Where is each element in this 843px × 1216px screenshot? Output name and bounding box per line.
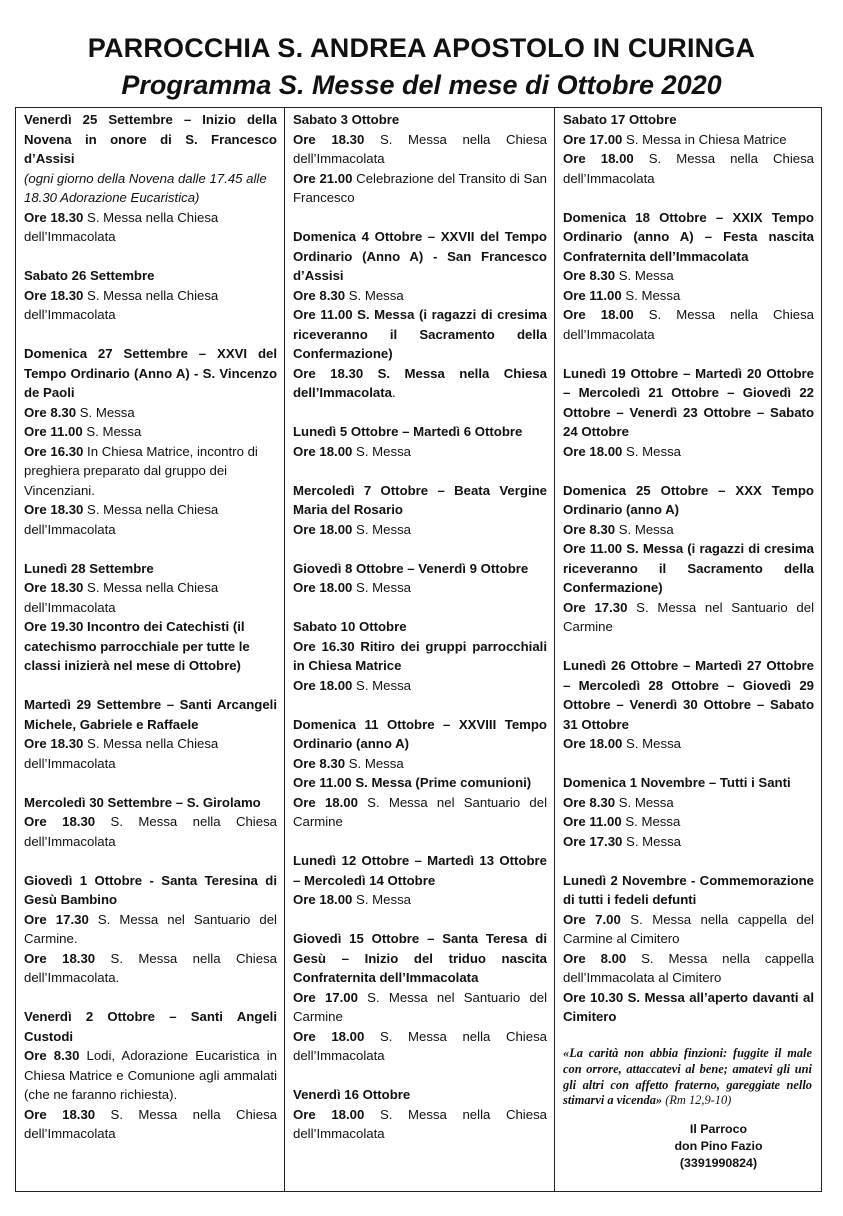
schedule-column-3	[555, 108, 821, 1191]
mass-description: S. Messa nella Chiesa dell’Immacolata	[293, 131, 548, 166]
mass-time: Ore 8.30	[563, 794, 616, 810]
mass-description: S. Messa nella cappella del Carmine al Cimitero	[563, 911, 814, 946]
mass-line	[293, 442, 547, 462]
entry-heading: Sabato 17 Ottobre	[563, 112, 677, 127]
schedule-entry	[293, 929, 547, 1066]
mass-line	[24, 617, 277, 676]
mass-line	[563, 793, 814, 813]
mass-line	[24, 442, 277, 501]
mass-description: S. Messa	[621, 287, 681, 303]
schedule-entry	[293, 481, 547, 540]
entry-heading: Domenica 18 Ottobre – XXIX Tempo Ordinario (anno A) – Festa nascita Confraternita dell’Immacolata	[563, 209, 814, 264]
mass-line	[24, 422, 277, 442]
mass-line	[293, 793, 547, 832]
schedule-entry	[24, 1007, 277, 1144]
entry-heading: Giovedì 1 Ottobre - Santa Teresina di Gesù Bambino	[24, 872, 277, 907]
mass-line	[293, 169, 547, 208]
mass-line	[563, 286, 814, 306]
mass-time: Ore 18.00	[563, 307, 634, 322]
entry-heading: Domenica 11 Ottobre – XXVIII Tempo Ordinario (anno A)	[293, 716, 547, 751]
mass-line	[24, 286, 277, 325]
signature	[563, 1121, 814, 1172]
schedule-entry	[24, 793, 277, 852]
schedule-column-2	[285, 108, 555, 1191]
entry-heading: Lunedì 5 Ottobre – Martedì 6 Ottobre	[293, 424, 523, 439]
mass-time: Ore 18.30	[24, 950, 96, 966]
mass-time: Ore 18.00	[563, 443, 623, 459]
mass-line	[563, 988, 814, 1027]
mass-line	[293, 130, 547, 169]
schedule-entry	[563, 656, 814, 754]
mass-time: Ore 18.00	[293, 892, 353, 907]
mass-line	[293, 988, 547, 1027]
mass-line	[563, 442, 814, 462]
mass-time: Ore 8.30	[24, 1048, 80, 1063]
mass-line	[24, 1105, 277, 1144]
mass-time: Ore 7.00	[563, 911, 621, 927]
schedule-entry	[24, 266, 277, 325]
mass-line	[563, 539, 814, 598]
entry-heading: Venerdì 2 Ottobre – Santi Angeli Custodi	[24, 1009, 277, 1044]
schedule-entry	[293, 110, 547, 208]
schedule-entry	[563, 773, 814, 851]
mass-line	[563, 949, 814, 988]
mass-line	[293, 305, 547, 364]
bible-quote	[563, 1046, 814, 1109]
mass-time: Ore 11.00	[563, 814, 622, 829]
mass-line	[293, 578, 547, 598]
mass-description: S. Messa nel Santuario del Carmine	[563, 599, 814, 634]
mass-description: S. Messa	[615, 794, 674, 810]
mass-description: S. Messa nella Chiesa dell’Immacolata	[24, 1106, 277, 1141]
mass-time: Ore 18.00	[563, 151, 634, 166]
mass-description: S. Messa nella Chiesa dell’Immacolata	[563, 307, 815, 342]
mass-line	[563, 812, 814, 832]
program-subtitle: Programma S. Messe del mese di Ottobre 2020	[121, 70, 722, 100]
mass-line	[563, 734, 814, 754]
mass-description: .	[391, 385, 396, 400]
mass-description: S. Messa nella Chiesa dell’Immacolata	[24, 736, 219, 771]
mass-description: S. Messa nella Chiesa dell’Immacolata	[24, 814, 277, 849]
mass-line	[293, 754, 547, 774]
mass-line	[24, 812, 277, 851]
mass-time: Ore 17.30	[24, 911, 89, 927]
mass-time: Ore 8.30	[563, 521, 616, 537]
mass-line	[563, 598, 814, 637]
schedule-table	[15, 107, 822, 1192]
mass-description: S. Messa nel Santuario del Carmine.	[24, 911, 277, 946]
mass-line	[293, 364, 547, 403]
mass-time: Ore 17.30	[563, 599, 628, 615]
entry-heading: Martedì 29 Settembre – Santi Arcangeli Michele, Gabriele e Raffaele	[24, 697, 277, 732]
mass-description: S. Messa	[352, 580, 412, 595]
mass-line	[293, 773, 547, 793]
mass-time: Ore 8.30	[563, 268, 616, 283]
mass-line	[293, 520, 547, 540]
schedule-entry	[293, 559, 547, 598]
mass-description: S. Messa nella Chiesa dell’Immacolata	[24, 287, 219, 322]
mass-time: Ore 18.00	[293, 580, 353, 595]
mass-line	[293, 1027, 547, 1066]
mass-time: Ore 11.00 S. Messa (Prime comunioni)	[293, 775, 532, 790]
mass-time: Ore 18.00	[293, 1106, 365, 1122]
mass-line	[563, 832, 814, 852]
mass-description: S. Messa nella Chiesa dell’Immacolata	[24, 580, 219, 615]
entries-slot	[563, 110, 814, 1027]
schedule-entry	[24, 344, 277, 539]
entry-heading: Domenica 4 Ottobre – XXVII del Tempo Ordinario (Anno A) - San Francesco d’Assisi	[293, 229, 547, 283]
entry-note: (ogni giorno della Novena dalle 17.45 alle 18.30 Adorazione Eucaristica)	[24, 170, 267, 205]
page-header	[0, 30, 843, 102]
entry-heading: Sabato 26 Settembre	[24, 268, 155, 283]
mass-line	[563, 149, 814, 188]
mass-line	[293, 676, 547, 696]
schedule-entry	[24, 695, 277, 773]
entry-heading: Domenica 1 Novembre – Tutti i Santi	[563, 775, 791, 790]
mass-time: Ore 16.30 Ritiro dei gruppi parrocchiali in Chiesa Matrice	[293, 638, 547, 673]
signature-name: don Pino Fazio	[674, 1139, 763, 1154]
mass-time: Ore 18.30	[293, 131, 365, 147]
mass-time: Ore 16.30	[24, 443, 84, 459]
mass-description: S. Messa nella Chiesa dell’Immacolata	[293, 1106, 548, 1141]
mass-line	[24, 403, 277, 423]
entry-heading: Mercoledì 30 Settembre – S. Girolamo	[24, 794, 261, 810]
mass-description: S. Messa	[621, 814, 681, 829]
mass-description: S. Messa	[622, 736, 682, 751]
mass-line	[24, 578, 277, 617]
mass-time: Ore 11.00 S. Messa (i ragazzi di cresima riceveranno il Sacramento della Confermazione)	[293, 307, 547, 361]
mass-time: Ore 10.30 S. Messa all’aperto davanti al Cimitero	[563, 989, 814, 1024]
mass-time: Ore 18.00	[293, 677, 353, 693]
signature-role: Il Parroco	[689, 1122, 748, 1137]
mass-time: Ore 11.00 S. Messa (i ragazzi di cresima riceveranno il Sacramento della Confermazione)	[563, 541, 814, 595]
mass-line	[24, 734, 277, 773]
mass-line	[24, 949, 277, 988]
entry-heading: Mercoledì 7 Ottobre – Beata Vergine Maria del Rosario	[293, 482, 547, 517]
mass-description: S. Messa	[615, 268, 674, 283]
mass-description: In Chiesa Matrice, incontro di preghiera preparato dal gruppo dei Vincenziani.	[24, 443, 258, 498]
mass-line	[563, 266, 814, 286]
mass-time: Ore 18.00	[563, 736, 623, 751]
mass-description: Lodi, Adorazione Eucaristica in Chiesa Matrice e Comunione agli ammalati (che ne faranno richiesta).	[24, 1048, 278, 1102]
mass-description: S. Messa	[82, 424, 142, 439]
schedule-entry	[293, 422, 547, 461]
mass-time: Ore 11.00	[24, 424, 83, 439]
mass-time: Ore 18.30	[24, 287, 84, 303]
mass-time: Ore 8.30	[293, 755, 346, 771]
entry-heading: Sabato 10 Ottobre	[293, 619, 407, 634]
mass-description: S. Messa	[615, 521, 674, 537]
entry-heading: Venerdì 16 Ottobre	[293, 1087, 411, 1102]
schedule-entry	[24, 871, 277, 988]
schedule-entry	[293, 1085, 547, 1144]
mass-line	[563, 305, 814, 344]
mass-time: Ore 8.00	[563, 950, 627, 966]
mass-description: S. Messa nella Chiesa dell’Immacolata	[24, 502, 219, 537]
mass-time: Ore 18.00	[293, 1028, 365, 1044]
mass-description: S. Messa nella Chiesa dell’Immacolata.	[24, 950, 277, 985]
schedule-entry	[24, 110, 277, 247]
mass-time: Ore 18.00	[293, 794, 358, 810]
mass-time: Ore 21.00	[293, 170, 353, 186]
mass-description: S. Messa	[352, 677, 412, 693]
mass-line	[563, 910, 814, 949]
mass-line	[24, 1046, 277, 1105]
entry-heading: Lunedì 12 Ottobre – Martedì 13 Ottobre – Mercoledì 14 Ottobre	[293, 853, 547, 888]
mass-description: S. Messa nella Chiesa dell’Immacolata	[293, 1028, 548, 1063]
entry-heading: Lunedì 28 Settembre	[24, 560, 154, 576]
mass-line	[563, 130, 814, 150]
mass-time: Ore 19.30 Incontro dei Catechisti (il catechismo parrocchiale per tutte le classi inizierà nel mese di Ottobre)	[24, 619, 250, 673]
mass-time: Ore 17.30	[563, 833, 623, 849]
quote-reference: (Rm 12,9-10)	[662, 1093, 732, 1108]
mass-description: S. Messa	[352, 443, 412, 459]
quote-text: «La carità non abbia finzioni: fuggite il male con orrore, attaccatevi al bene; amatevi gli uni gli altri con affetto fraterno, gareggiate nello stimarvi a vicenda»	[563, 1046, 812, 1108]
entry-heading: Venerdì 25 Settembre – Inizio della Novena in onore di S. Francesco d’Assisi	[24, 112, 277, 166]
mass-time: Ore 18.30	[24, 814, 96, 829]
mass-time: Ore 8.30	[24, 404, 77, 420]
signature-phone: (3391990824)	[679, 1156, 758, 1171]
mass-time: Ore 18.30	[24, 736, 84, 751]
entry-heading: Lunedì 19 Ottobre – Martedì 20 Ottobre – Mercoledì 21 Ottobre – Giovedì 22 Ottobre – Venerdì 23 Ottobre – Sabato 24 Ottobre	[563, 365, 814, 439]
schedule-entry	[563, 208, 814, 345]
schedule-column-1	[16, 108, 285, 1191]
mass-description: S. Messa	[345, 287, 404, 303]
mass-line	[24, 500, 277, 539]
schedule-entry	[563, 110, 814, 188]
mass-line	[293, 1105, 547, 1144]
mass-line	[24, 910, 277, 949]
mass-line	[563, 520, 814, 540]
entry-heading: Domenica 27 Settembre – XXVI del Tempo Ordinario (Anno A) - S. Vincenzo de Paoli	[24, 346, 277, 400]
entry-heading: Domenica 25 Ottobre – XXX Tempo Ordinario (anno A)	[563, 482, 814, 517]
schedule-entry	[563, 871, 814, 1027]
entry-heading: Lunedì 26 Ottobre – Martedì 27 Ottobre – Mercoledì 28 Ottobre – Giovedì 29 Ottobre – Venerdì 30 Ottobre – Sabato 31 Ottobre	[563, 658, 814, 732]
mass-line	[24, 208, 277, 247]
mass-description: S. Messa nella cappella dell’Immacolata al Cimitero	[563, 950, 814, 985]
mass-description: S. Messa nella Chiesa dell’Immacolata	[563, 151, 815, 186]
schedule-entry	[563, 481, 814, 637]
schedule-entry	[293, 227, 547, 403]
mass-time: Ore 18.00	[293, 521, 353, 537]
mass-description: S. Messa	[622, 443, 682, 459]
mass-time: Ore 17.00	[293, 989, 358, 1005]
schedule-entry	[293, 715, 547, 832]
mass-description: S. Messa	[622, 833, 682, 849]
mass-time: Ore 11.00	[563, 287, 622, 303]
mass-time: Ore 18.30 S. Messa nella Chiesa dell’Immacolata	[293, 365, 547, 400]
mass-description: S. Messa	[352, 521, 412, 537]
mass-time: Ore 8.30	[293, 287, 346, 303]
entry-heading: Giovedì 8 Ottobre – Venerdì 9 Ottobre	[293, 560, 529, 576]
mass-description: S. Messa	[76, 404, 135, 420]
mass-description: S. Messa nel Santuario del Carmine	[293, 794, 547, 829]
mass-description: S. Messa nel Santuario del Carmine	[293, 989, 547, 1024]
entry-heading: Sabato 3 Ottobre	[293, 112, 400, 127]
mass-time: Ore 18.30	[24, 580, 84, 595]
schedule-entry	[24, 559, 277, 676]
mass-line	[293, 637, 547, 676]
entry-heading: Giovedì 15 Ottobre – Santa Teresa di Gesù – Inizio del triduo nascita Confraternita dell’Immacolata	[293, 931, 547, 985]
mass-description: S. Messa nella Chiesa dell’Immacolata	[24, 209, 219, 244]
mass-time: Ore 18.00	[293, 443, 353, 459]
mass-time: Ore 18.30	[24, 502, 84, 517]
mass-time: Ore 18.30	[24, 1106, 96, 1122]
mass-description: S. Messa in Chiesa Matrice	[622, 131, 787, 147]
schedule-entry	[293, 617, 547, 695]
parish-title: PARROCCHIA S. ANDREA APOSTOLO IN CURINGA	[87, 33, 756, 63]
mass-line	[293, 890, 547, 910]
mass-time: Ore 18.30	[24, 209, 84, 225]
mass-description: S. Messa	[352, 892, 412, 907]
mass-description: S. Messa	[345, 755, 404, 771]
schedule-entry	[563, 364, 814, 462]
entry-heading: Lunedì 2 Novembre - Commemorazione di tutti i fedeli defunti	[563, 872, 814, 907]
mass-line	[293, 286, 547, 306]
mass-description: Celebrazione del Transito di San Francesco	[293, 170, 548, 205]
mass-time: Ore 17.00	[563, 131, 623, 147]
schedule-entry	[293, 851, 547, 910]
